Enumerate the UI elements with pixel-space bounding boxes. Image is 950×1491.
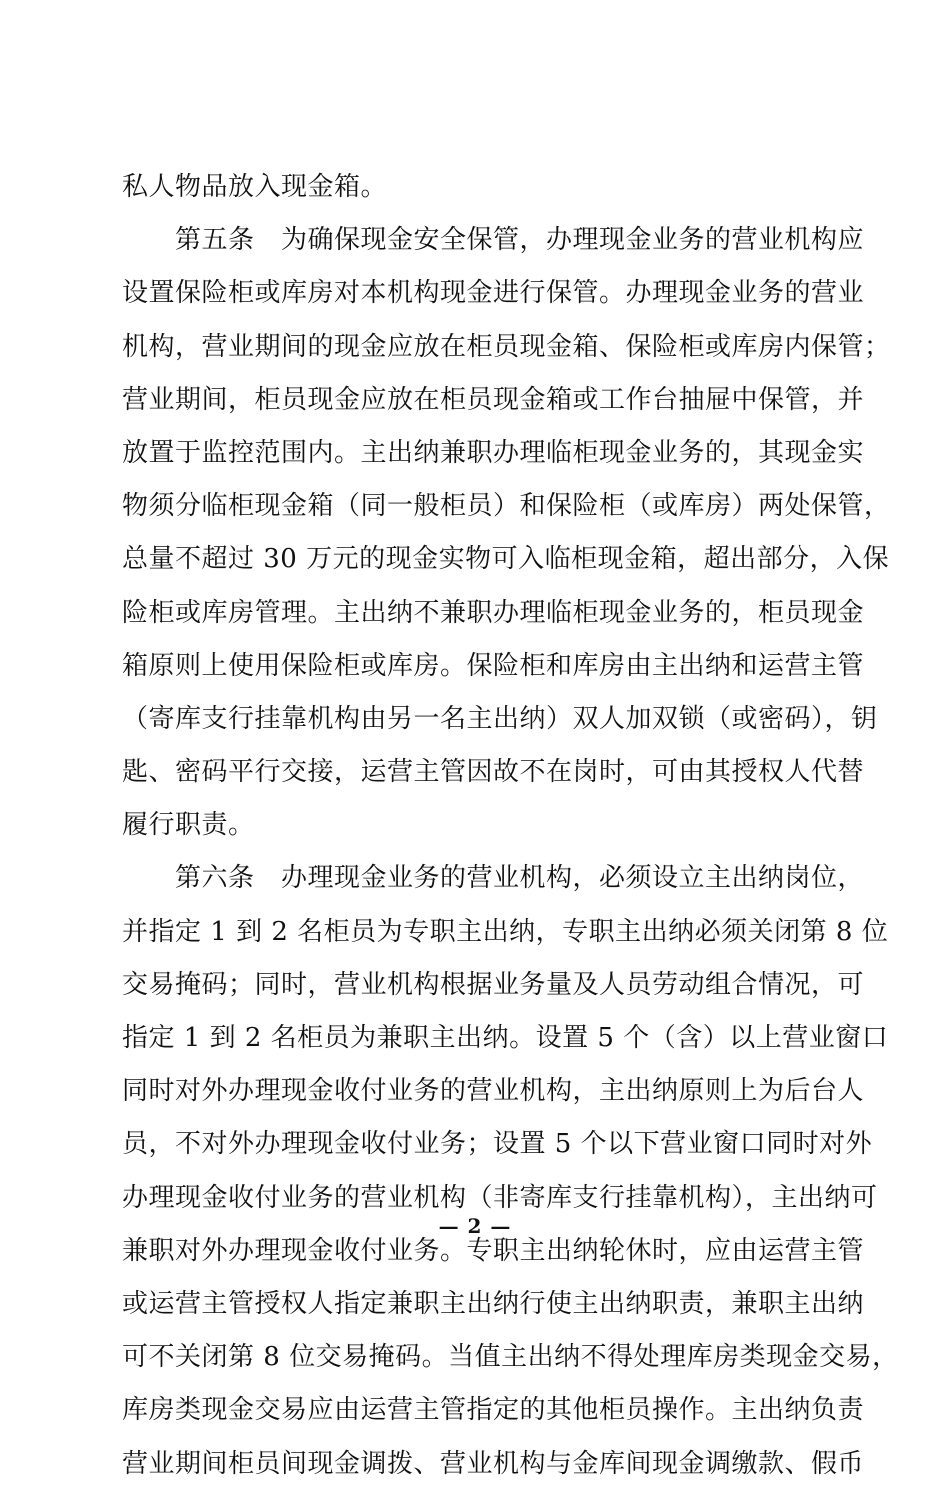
text-line: 放置于监控范围内。主出纳兼职办理临柜现金业务的，其现金实 — [122, 437, 865, 468]
text-line: 险柜或库房管理。主出纳不兼职办理临柜现金业务的，柜员现金 — [122, 597, 865, 628]
body-text — [122, 161, 899, 1491]
text-line: 第六条 办理现金业务的营业机构，必须设立主出纳岗位， — [122, 863, 865, 894]
text-line: 物须分临柜现金箱（同一般柜员）和保险柜（或库房）两处保管， — [122, 491, 891, 522]
text-line: 设置保险柜或库房对本机构现金进行保管。办理现金业务的营业 — [122, 278, 865, 309]
text-line: 兼职对外办理现金收付业务。专职主出纳轮休时，应由运营主管 — [122, 1235, 865, 1266]
text-line: 总量不超过 30 万元的现金实物可入临柜现金箱，超出部分，入保 — [122, 544, 890, 575]
text-line: 营业期间，柜员现金应放在柜员现金箱或工作台抽屉中保管，并 — [122, 384, 865, 415]
text-line: 员，不对外办理现金收付业务；设置 5 个以下营业窗口同时对外 — [122, 1129, 873, 1160]
text-line: 指定 1 到 2 名柜员为兼职主出纳。设置 5 个（含）以上营业窗口 — [122, 1023, 889, 1053]
text-line: 办理现金收付业务的营业机构（非寄库支行挂靠机构），主出纳可 — [122, 1182, 878, 1213]
text-line: 私人物品放入现金箱。 — [122, 172, 388, 202]
text-line: 匙、密码平行交接，运营主管因故不在岗时，可由其授权人代替 — [122, 757, 865, 788]
page-number: — 2 — — [438, 1214, 512, 1238]
text-line: 同时对外办理现金收付业务的营业机构，主出纳原则上为后台人 — [122, 1076, 865, 1107]
text-line: 交易掩码；同时，营业机构根据业务量及人员劳动组合情况，可 — [122, 969, 865, 1000]
text-line: 库房类现金交易应由运营主管指定的其他柜员操作。主出纳负责 — [122, 1395, 865, 1426]
text-line: 可不关闭第 8 位交易掩码。当值主出纳不得处理库房类现金交易， — [122, 1342, 899, 1373]
text-line: 营业期间柜员间现金调拨、营业机构与金库间现金调缴款、假币 — [122, 1448, 865, 1479]
text-line: 箱原则上使用保险柜或库房。保险柜和库房由主出纳和运营主管 — [122, 650, 865, 681]
text-line: 履行职责。 — [122, 810, 255, 841]
text-line: 机构，营业期间的现金应放在柜员现金箱、保险柜或库房内保管； — [122, 331, 891, 362]
text-line: （寄库支行挂靠机构由另一名主出纳）双人加双锁（或密码），钥 — [122, 703, 878, 734]
text-line: 或运营主管授权人指定兼职主出纳行使主出纳职责，兼职主出纳 — [122, 1288, 865, 1319]
text-line: 并指定 1 到 2 名柜员为专职主出纳，专职主出纳必须关闭第 8 位 — [122, 916, 889, 947]
text-line: 第五条 为确保现金安全保管，办理现金业务的营业机构应 — [122, 225, 865, 256]
